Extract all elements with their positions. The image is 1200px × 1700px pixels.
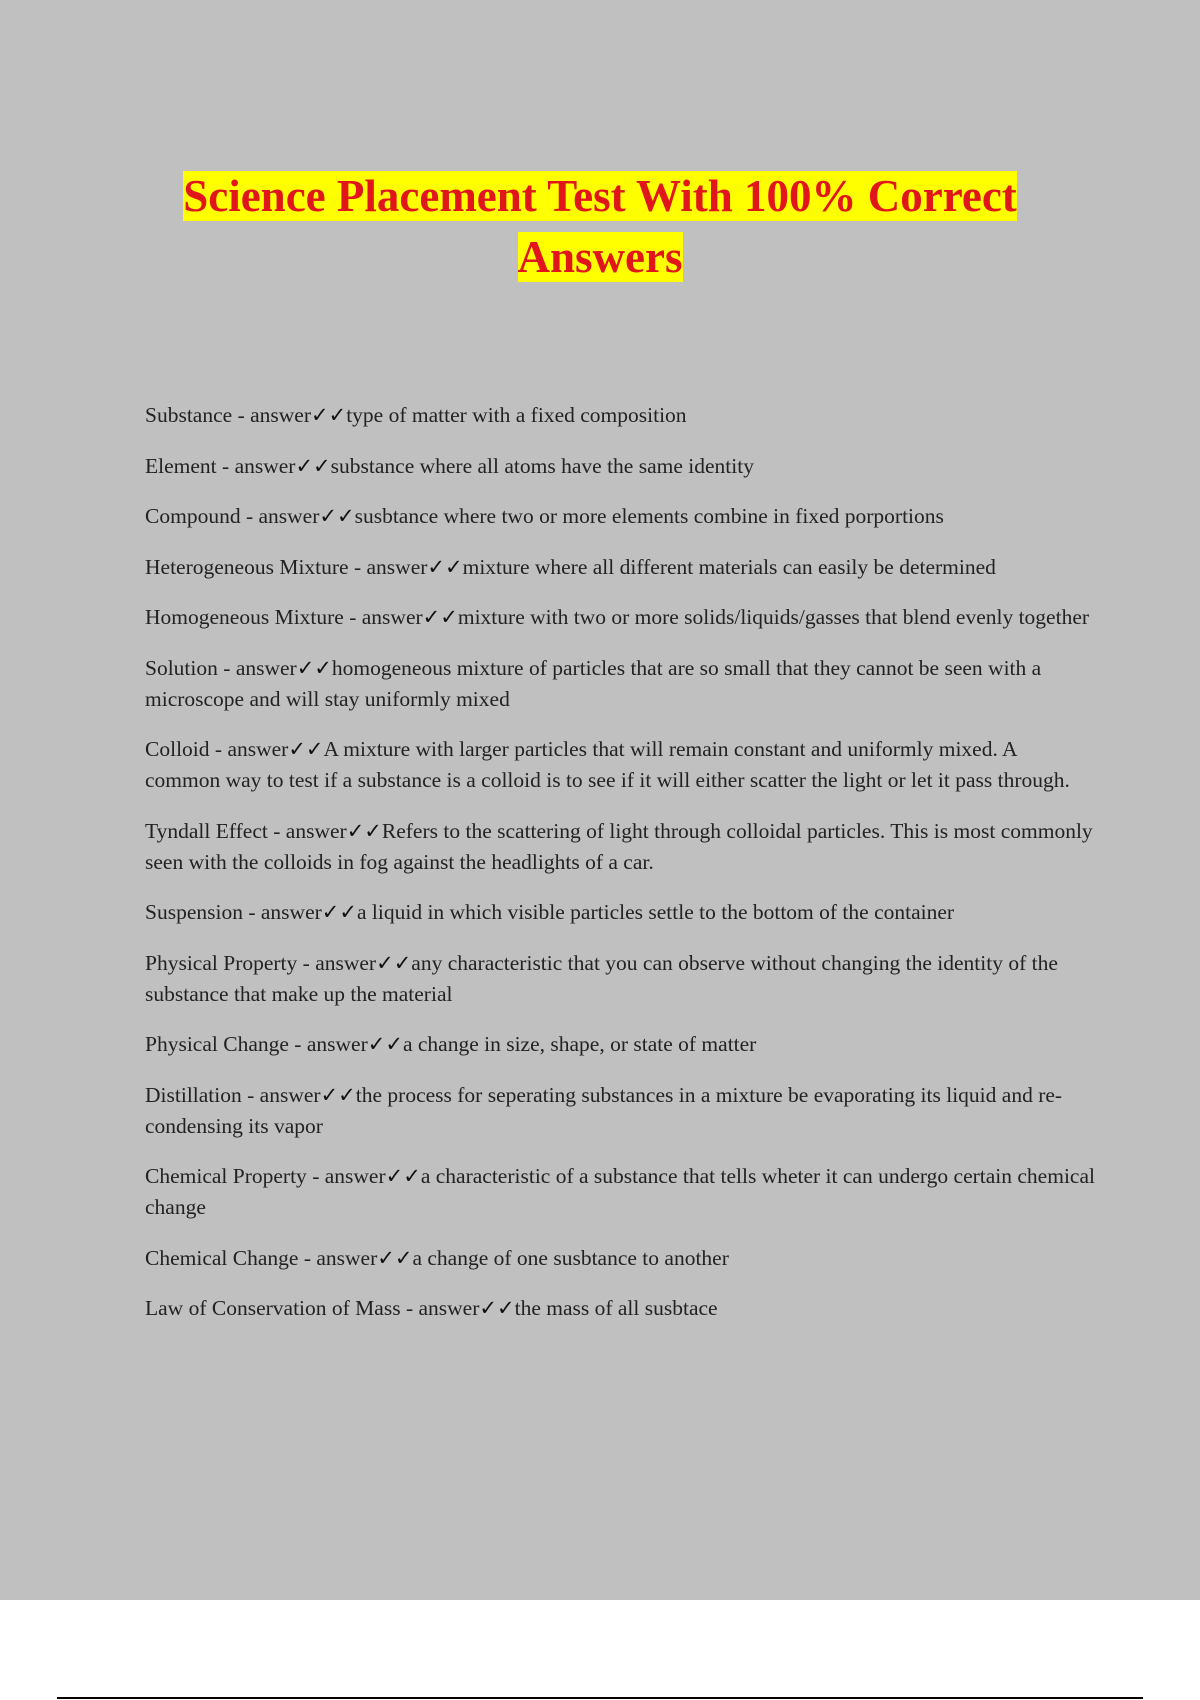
entry-definition: mixture where all different materials can easily be determined [462,554,996,579]
entry-definition: the mass of all susbtace [514,1296,718,1320]
entry-term: Solution [145,655,218,680]
entry-term: Chemical Change [145,1245,299,1270]
entry-term: Chemical Property [145,1164,307,1188]
flashcard-entry [145,816,1095,878]
flashcard-entry [145,501,1095,532]
flashcard-entry [145,1243,1095,1274]
entry-term: Compound [145,504,241,528]
check-icon: ✓✓ [319,504,355,528]
answer-label: answer [259,1082,321,1107]
flashcard-entry [145,552,1095,583]
entry-definition: homogeneous mixture of particles that are so small that they cannot be seen with a microscope and will stay uniformly mixed [145,655,1042,711]
answer-label: answer [418,1296,480,1320]
entry-separator: - [217,655,236,680]
entry-term: Heterogeneous Mixture [145,554,349,579]
check-icon: ✓✓ [346,818,382,843]
answer-label: answer [306,1032,368,1056]
entry-definition: any characteristic that you can observe without changing the identity of the substance that make up the material [145,950,1058,1006]
entry-term: Physical Change [145,1032,289,1056]
entry-term: Suspension [145,900,243,924]
entry-term: Tyndall Effect [145,818,268,843]
check-icon: ✓✓ [288,737,324,761]
entry-definition: a characteristic of a substance that tells wheter it can undergo certain chemical change [145,1164,1095,1219]
entry-separator: - [240,504,259,528]
entry-term: Distillation [145,1082,242,1107]
entry-term: Homogeneous Mixture [145,605,344,629]
entry-separator: - [216,453,235,478]
entry-definition: a liquid in which visible particles settle to the bottom of the container [356,900,955,924]
entry-separator: - [348,554,367,579]
check-icon: ✓✓ [367,1032,403,1056]
document-title: Science Placement Test With 100% Correct Answers [183,171,1017,282]
flashcard-entry [145,897,1095,928]
check-icon: ✓✓ [385,1164,421,1188]
entry-term: Substance [145,403,233,427]
check-icon: ✓✓ [295,453,331,478]
check-icon: ✓✓ [376,950,412,975]
entry-definition: A mixture with larger particles that will remain constant and uniformly mixed. A common way to test if a substance is a colloid is to see if it will either scatter the light or let it pass through. [145,737,1070,792]
check-icon: ✓✓ [320,1082,356,1107]
entry-definition: susbtance where two or more elements combine in fixed porportions [354,504,944,528]
entry-separator: - [242,900,261,924]
flashcard-entry [145,1161,1095,1223]
check-icon: ✓✓ [311,403,347,427]
flashcard-entry [145,734,1095,796]
answer-label: answer [361,605,423,629]
entry-definition: Refers to the scattering of light through colloidal particles. This is most commonly seen with the colloids in fog against the headlights of a car. [145,818,1093,874]
answer-label: answer [316,1245,378,1270]
check-icon: ✓✓ [427,554,463,579]
entry-definition: a change in size, shape, or state of matter [402,1032,757,1056]
flashcard-entry [145,653,1095,715]
entry-separator: - [297,950,316,975]
flashcard-entry [145,451,1095,482]
entry-term: Colloid [145,737,210,761]
entry-separator: - [306,1164,325,1188]
flashcard-entry [145,400,1095,431]
entry-definition: substance where all atoms have the same identity [330,453,754,478]
answer-label: answer [366,554,428,579]
answer-label: answer [250,403,311,427]
title-block [100,166,1100,288]
entry-term: Element [145,453,217,478]
flashcard-entry [145,1080,1095,1142]
answer-label: answer [227,737,289,761]
check-icon: ✓✓ [321,900,357,924]
flashcard-entry [145,948,1095,1010]
entry-term: Law of Conservation of Mass [145,1296,401,1320]
entry-term: Physical Property [145,950,298,975]
check-icon: ✓✓ [377,1245,413,1270]
check-icon: ✓✓ [296,655,332,680]
entry-separator: - [288,1032,307,1056]
answer-label: answer [260,900,322,924]
entry-definition: the process for seperating substances in a mixture be evaporating its liquid and re-condensing its vapor [145,1082,1063,1138]
footer-rule [57,1697,1143,1699]
entry-separator: - [343,605,362,629]
entry-definition: a change of one susbtance to another [412,1245,729,1270]
answer-label: answer [258,504,320,528]
check-icon: ✓✓ [422,605,458,629]
answer-label: answer [234,453,296,478]
entry-definition: type of matter with a fixed composition [346,403,687,427]
entry-separator: - [232,403,251,427]
check-icon: ✓✓ [479,1296,515,1320]
flashcard-list [145,400,1095,1344]
flashcard-entry [145,602,1095,633]
entry-separator: - [400,1296,419,1320]
flashcard-entry [145,1293,1095,1324]
entry-separator: - [209,737,228,761]
answer-label: answer [324,1164,386,1188]
entry-separator: - [267,818,286,843]
entry-separator: - [298,1245,317,1270]
entry-separator: - [241,1082,260,1107]
flashcard-entry [145,1029,1095,1060]
entry-definition: mixture with two or more solids/liquids/gasses that blend evenly together [457,605,1090,629]
answer-label: answer [285,818,347,843]
answer-label: answer [235,655,297,680]
answer-label: answer [315,950,377,975]
